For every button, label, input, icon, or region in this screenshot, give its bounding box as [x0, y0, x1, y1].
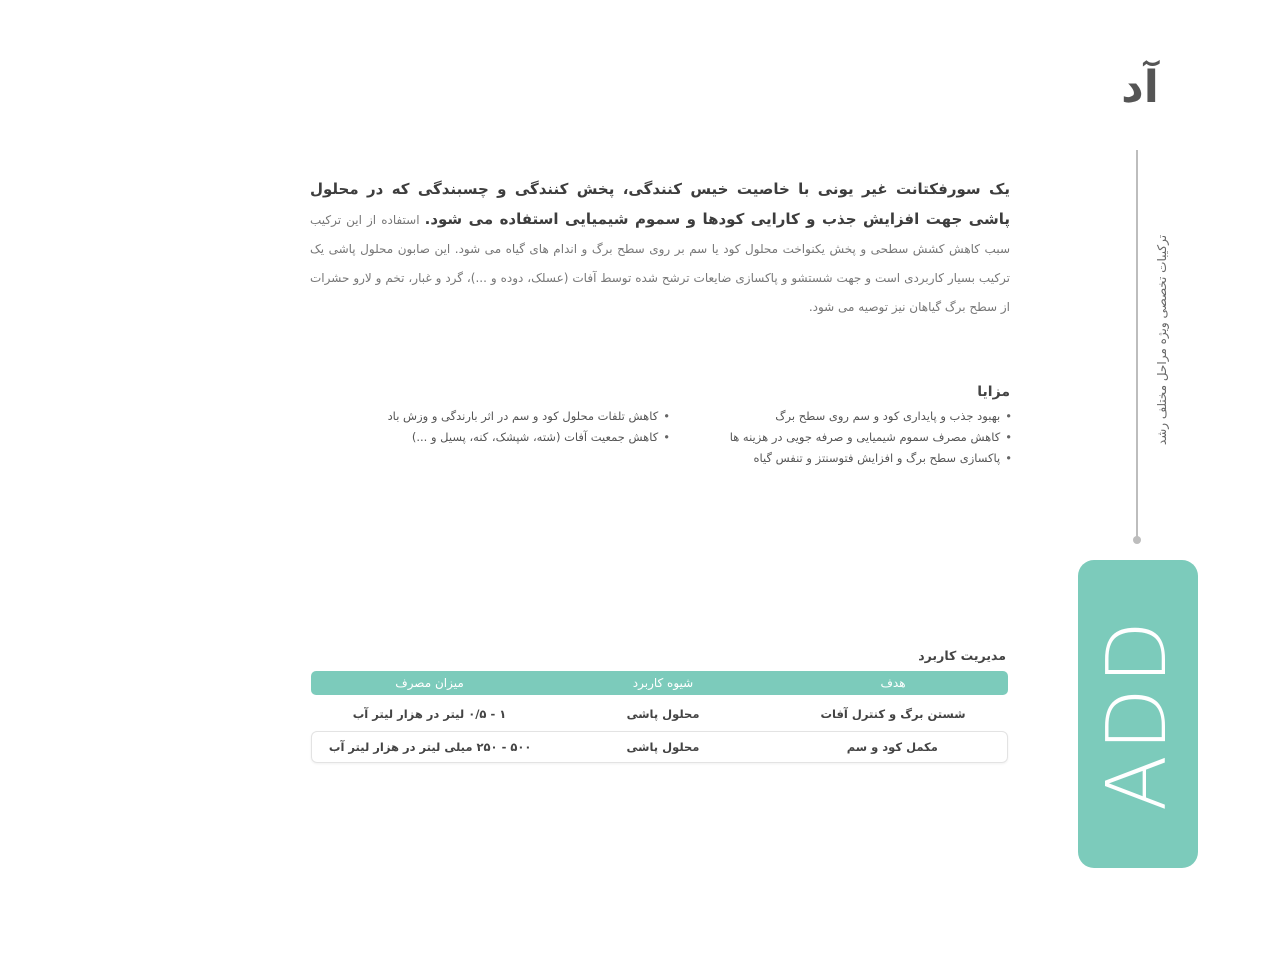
table-cell-goal: شستن برگ و کنترل آفات — [820, 707, 966, 721]
benefits-heading: مزایا — [977, 384, 1010, 400]
benefit-item: • کاهش مصرف سموم شیمیایی و صرفه جویی در هزینه ها — [690, 427, 1012, 448]
benefit-item: • کاهش تلفات محلول کود و سم در اثر بارندگی و وزش باد — [310, 406, 670, 427]
intro-paragraph — [310, 175, 1010, 322]
benefit-item: • پاکسازی سطح برگ و افزایش فتوسنتز و تنفس گیاه — [690, 448, 1012, 469]
table-header-row — [311, 671, 1008, 695]
brand-logo-text: ADD — [1090, 616, 1185, 812]
table-cell-goal: مکمل کود و سم — [846, 740, 938, 754]
management-heading: مدیریت کاربرد — [918, 648, 1006, 663]
benefits-list-right — [690, 406, 1012, 469]
vertical-subtitle: ترکیبات تخصصی ویژه مراحل مختلف رشد — [1155, 234, 1169, 446]
table-header-dosage: میزان مصرف — [395, 676, 464, 690]
table-cell-method: محلول پاشی — [626, 740, 700, 754]
benefit-item: • کاهش جمعیت آفات (شته، شپشک، کنه، پسیل و ...) — [310, 427, 670, 448]
table-cell-method: محلول پاشی — [626, 707, 700, 721]
benefits-list-left — [310, 406, 670, 448]
vertical-divider — [1136, 150, 1138, 538]
table-header-method: شیوه کاربرد — [632, 676, 694, 690]
table-cell-dosage: ۱ - ۰/۵ لیتر در هزار لیتر آب — [352, 707, 507, 721]
divider-dot — [1133, 536, 1141, 544]
table-cell-dosage: ۵۰۰ - ۲۵۰ میلی لیتر در هزار لیتر آب — [328, 740, 532, 754]
product-title: آد — [1121, 62, 1159, 113]
table-row — [311, 699, 1008, 729]
brand-panel — [1078, 560, 1198, 868]
table-row — [311, 731, 1008, 763]
intro-body-text: استفاده از این ترکیب سبب کاهش کشش سطحی و پخش یکنواخت محلول کود یا سم بر روی سطح برگ و اندام های گیاه می شود. این صابون محلول پاشی یک ترکیب بسیار کاربردی است و جهت شستشو و پاکسازی ضایعات ترشح شده توسط آفات (عسلک، دوده و ...)، گرد و غبار، تخم و لارو حشرات از سطح برگ گیاهان نیز توصیه می شود. — [310, 213, 1010, 314]
benefit-item: • بهبود جذب و پایداری کود و سم روی سطح برگ — [690, 406, 1012, 427]
management-table — [311, 671, 1008, 763]
intro-bold-text: یک سورفکتانت غیر یونی با خاصیت خیس کنندگی، پخش کنندگی و چسبندگی که در محلول پاشی جهت افزایش جذب و کارایی کودها و سموم شیمیایی استفاده می شود. — [310, 180, 1010, 228]
table-header-goal: هدف — [880, 676, 906, 690]
subtitle-container — [1145, 215, 1179, 465]
